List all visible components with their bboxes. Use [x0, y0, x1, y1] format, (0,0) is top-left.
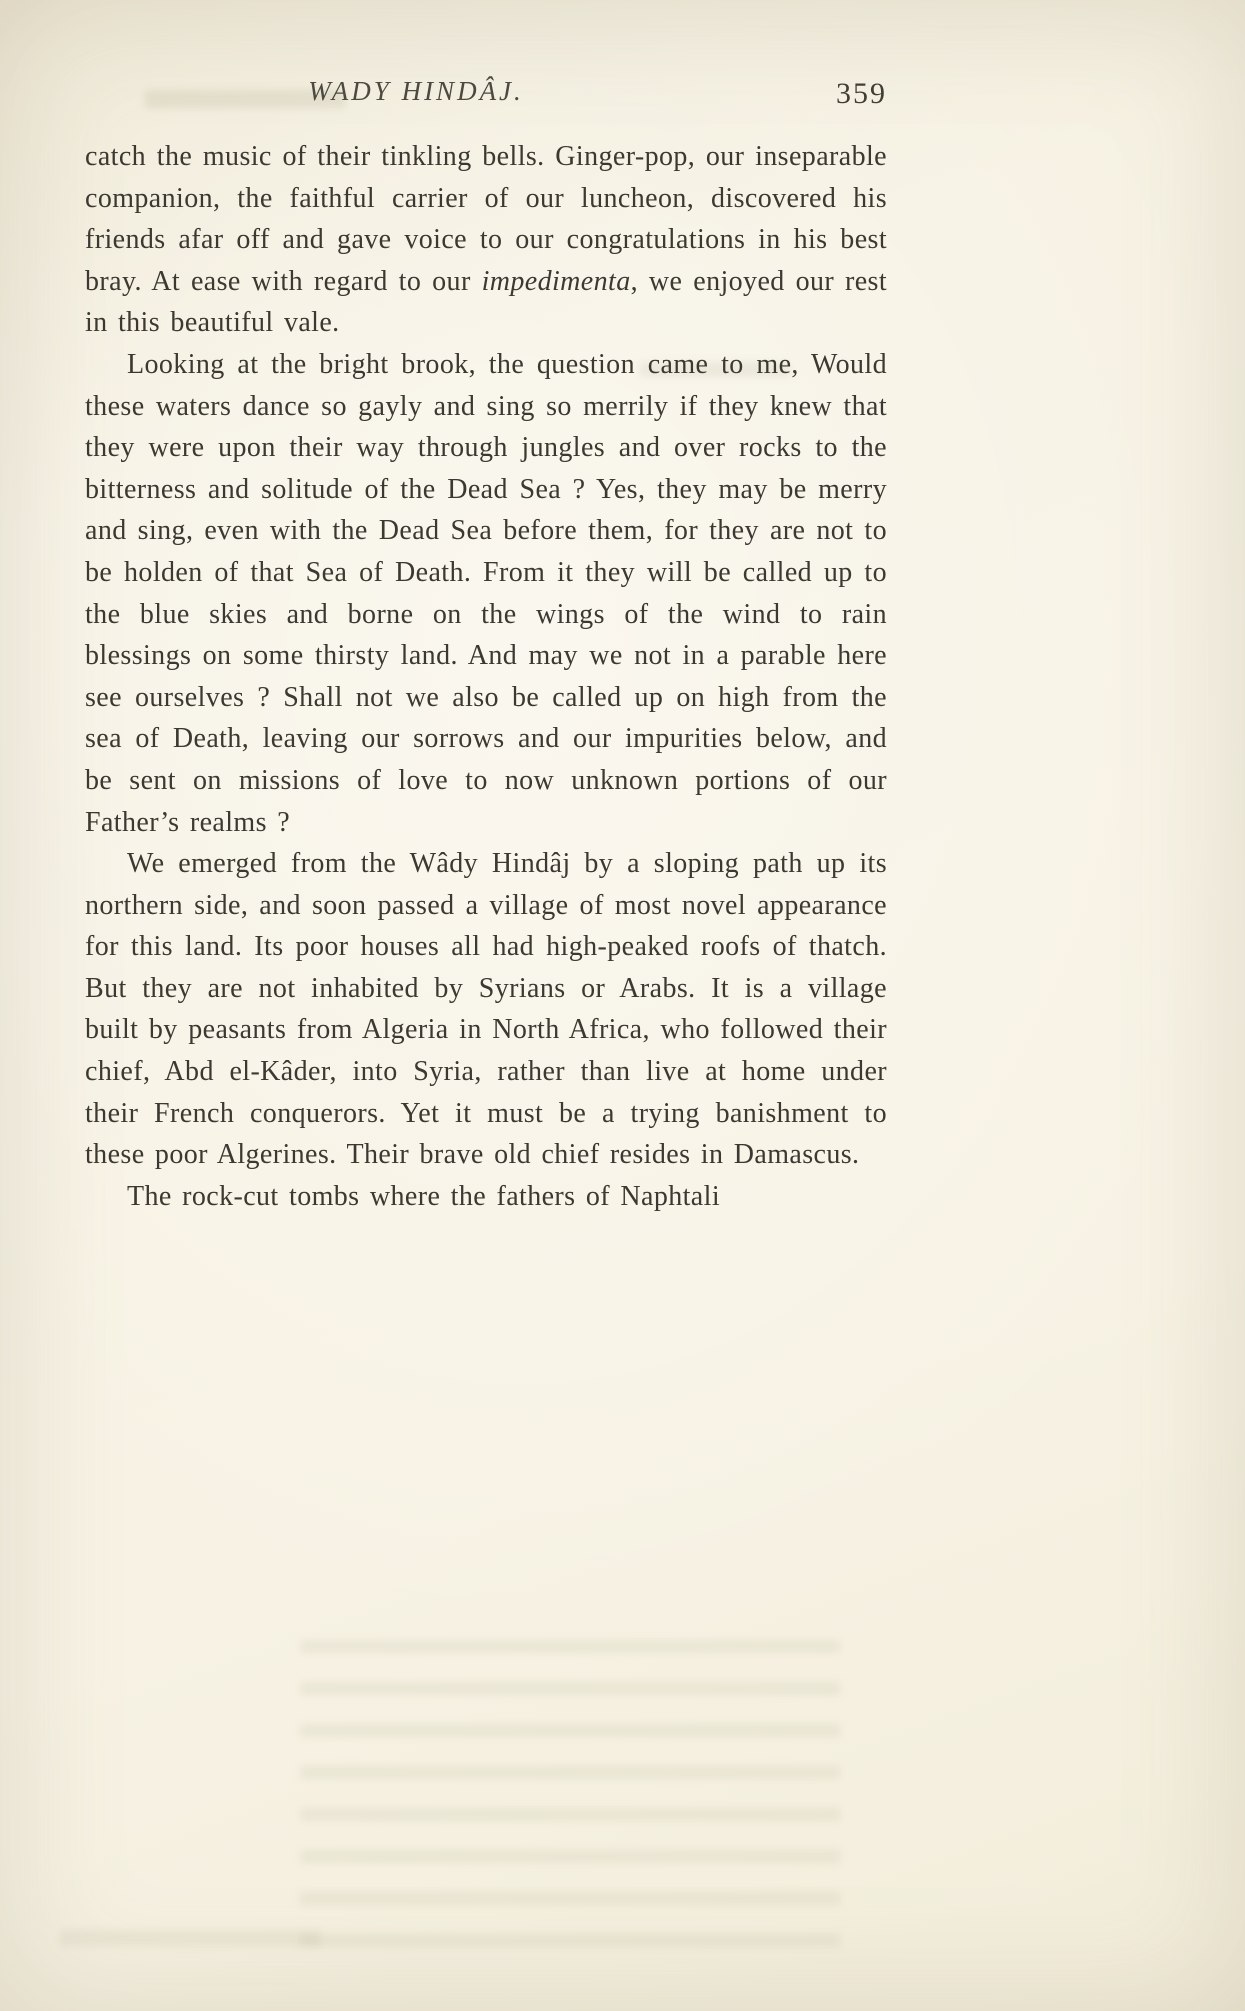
text-run: We emerged from the Wâdy Hindâj by a sloping path up its northern side, and soon passed a village of most novel appearance for this land. Its poor houses all had high-peaked roofs of thatch. But they are not inhabited by Syrians or Arabs. It is a village built by peasants from Algeria in North Africa, who followed their chief, Abd el-Kâder, into Syria, rather than live at home under their French conquerors. Yet it must be a trying banishment to these poor Algerines. Their brave old chief resides in Damascus.: [85, 848, 887, 1171]
page-header: [85, 76, 887, 120]
paragraph: [85, 1176, 887, 1218]
paragraph: [85, 344, 887, 843]
text-run: Looking at the bright brook, the question came to me, Would these waters dance so gayly and sing so merrily if they knew that they were upon their way through jungles and over rocks to the bitterness and solitude of the Dead Sea ? Yes, they may be merry and sing, even with the Dead Sea before them, for they are not to be holden of that Sea of Death. From it they will be called up to the blue skies and borne on the wings of the wind to rain blessings on some thirsty land. And may we not in a parable here see ourselves ? Shall not we also be called up on high from the sea of Death, leaving our sorrows and our impurities below, and be sent on missions of love to now unknown portions of our Father’s realms ?: [85, 348, 887, 838]
text-run: The rock-cut tombs where the fathers of Naphtali: [127, 1180, 720, 1212]
running-title: WADY HINDÂJ.: [308, 76, 524, 106]
page-body: [85, 136, 887, 1217]
show-through-artifact: [300, 1640, 840, 1970]
page-number: 359: [836, 77, 887, 110]
italic-term: impedimenta: [481, 265, 631, 297]
text-run: catch the music of their tinkling bells. Ginger-pop, our inseparable companion, the faithful carrier of our luncheon, discovered his friends afar off and gave voice to our congratulations in his best bray. At ease with regard to our: [85, 141, 887, 297]
text-run: , we enjoyed our rest in this beautiful vale.: [85, 265, 888, 339]
paragraph: [85, 136, 887, 344]
paragraph: [85, 843, 887, 1176]
show-through-artifact: [60, 1930, 320, 1946]
